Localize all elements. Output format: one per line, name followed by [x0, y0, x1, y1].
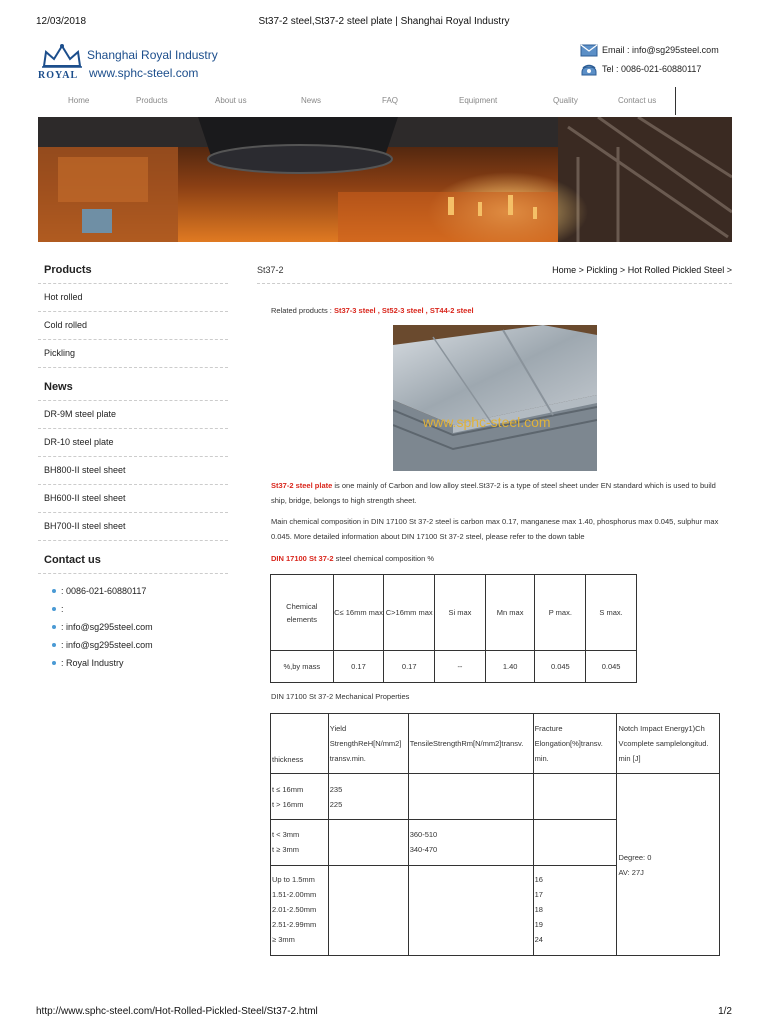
chemical-composition-table	[270, 574, 637, 683]
contact-blank: :	[52, 604, 228, 622]
nav-about[interactable]: About us	[215, 96, 247, 105]
chem-table-title: DIN 17100 St 37-2 steel chemical composition %	[271, 554, 435, 563]
related-products: Related products : St37-3 steel , St52-3 steel , ST44-2 steel	[271, 306, 474, 315]
chemical-paragraph: Main chemical composition in DIN 17100 St 37-2 steel is carbon max 0.17, manganese max 1.40, phosphorus max 0.045, sulphur max 0.045. More detailed information about DIN 17100 St 37-2 steel, please refer to the down table	[271, 517, 719, 541]
sidebar-products-heading: Products	[38, 258, 228, 284]
nav-home[interactable]: Home	[68, 96, 90, 105]
table-row: t ≤ 16mm t > 16mm 235 225 Degree: 0 AV: 27J	[271, 774, 720, 820]
sidebar	[38, 258, 228, 676]
header-tel[interactable]: Tel : 0086-021-60880117	[580, 63, 730, 82]
nav-products[interactable]: Products	[136, 96, 168, 105]
contact-company: : Royal Industry	[52, 658, 228, 676]
nav-news[interactable]: News	[301, 96, 322, 105]
table-header-row: thickness Yield StrengthReH[N/mm2] transv.min. TensileStrengthRm[N/mm2]transv. Fracture Elongation[%]transv. min. Notch Impact Energy1)Ch Vcomplete samplelongitud. min [J]	[271, 714, 720, 774]
sidebar-contact-list	[38, 574, 228, 676]
header-contact	[580, 44, 730, 82]
news-item[interactable]: DR-10 steel plate	[38, 429, 228, 457]
news-item[interactable]: DR-9M steel plate	[38, 401, 228, 429]
sidebar-item-cold-rolled[interactable]: Cold rolled	[38, 312, 228, 340]
table-header-row: Chemical elements C≤ 16mm max C>16mm max Si max Mn max P max. S max.	[271, 575, 637, 651]
mechanical-properties-table	[270, 713, 720, 956]
news-item[interactable]: BH600-II steel sheet	[38, 485, 228, 513]
nav-equipment[interactable]: Equipment	[459, 96, 498, 105]
page-number: 1/2	[718, 1006, 732, 1017]
nav-quality[interactable]: Quality	[553, 96, 578, 105]
print-header	[36, 16, 732, 30]
print-url: http://www.sphc-steel.com/Hot-Rolled-Pickled-Steel/St37-2.html	[36, 1006, 318, 1017]
table-row: t < 3mm t ≥ 3mm 360-510 340-470	[271, 820, 720, 866]
nav-contact[interactable]: Contact us	[618, 96, 657, 105]
mech-table-title: DIN 17100 St 37-2 Mechanical Properties	[271, 692, 410, 701]
main-nav	[38, 90, 678, 112]
breadcrumb-bar	[257, 258, 732, 284]
news-item[interactable]: BH700-II steel sheet	[38, 513, 228, 541]
impact-cell: Degree: 0 AV: 27J	[617, 774, 720, 956]
table-row: %,by mass 0.17 0.17 -- 1.40 0.045 0.045	[271, 651, 637, 683]
nav-divider	[675, 87, 676, 115]
banner-image	[38, 117, 732, 242]
news-item[interactable]: BH800-II steel sheet	[38, 457, 228, 485]
product-image	[393, 325, 597, 471]
sidebar-news-heading: News	[38, 375, 228, 401]
print-date: 12/03/2018	[36, 16, 87, 27]
company-name: Shanghai Royal Industry	[87, 48, 218, 62]
related-links[interactable]: St37-3 steel , St52-3 steel , ST44-2 steel	[333, 306, 474, 315]
breadcrumb[interactable]: Home > Pickling > Hot Rolled Pickled Steel >	[552, 265, 732, 275]
image-watermark: www.sphc-steel.com	[423, 414, 551, 430]
page-title: St37-2	[257, 265, 284, 275]
phone-icon	[580, 63, 598, 76]
company-website: www.sphc-steel.com	[89, 66, 199, 80]
logo-brand-text: ROYAL	[38, 70, 79, 81]
intro-paragraph: St37-2 steel plate is one mainly of Carbon and low alloy steel.St37-2 is a type of steel sheet under EN standard which is used to build ship, bridge, belongs to high strength sheet.	[271, 481, 716, 505]
nav-faq[interactable]: FAQ	[382, 96, 399, 105]
sidebar-item-pickling[interactable]: Pickling	[38, 340, 228, 368]
sidebar-contact-heading: Contact us	[38, 548, 228, 574]
main-content	[257, 258, 732, 944]
header-email[interactable]: Email : info@sg295steel.com	[580, 44, 730, 63]
contact-email[interactable]: : info@sg295steel.com	[52, 640, 228, 658]
envelope-icon	[580, 44, 598, 57]
site-logo[interactable]	[38, 42, 228, 82]
table-row: Up to 1.5mm 1.51-2.00mm 2.01-2.50mm 2.51-2.99mm ≥ 3mm 16 17 18 19 24	[271, 866, 720, 956]
print-title: St37-2 steel,St37-2 steel plate | Shanghai Royal Industry	[258, 16, 510, 27]
contact-phone: : 0086-021-60880117	[52, 586, 228, 604]
contact-email[interactable]: : info@sg295steel.com	[52, 622, 228, 640]
sidebar-item-hot-rolled[interactable]: Hot rolled	[38, 284, 228, 312]
